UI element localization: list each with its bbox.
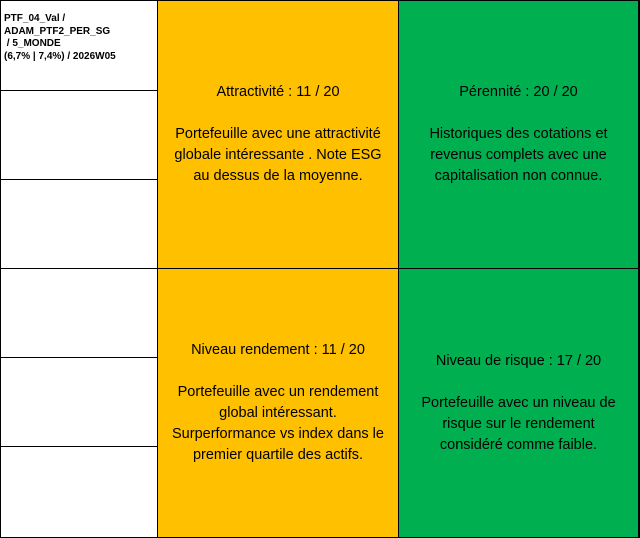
portfolio-header-line-2: ADAM_PTF2_PER_SG [4,25,111,37]
perennite-desc-line-3: capitalisation non connue. [434,168,603,184]
risque-desc-line-2: risque sur le rendement [442,415,595,432]
empty-cell-1 [0,90,158,180]
portfolio-header-cell [0,0,158,91]
perennite-title: Pérennité : 20 / 20 [459,84,578,100]
rendement-desc-line-2: global intéressant. [219,405,337,421]
attractivite-desc-line-3: au dessus de la moyenne. [193,168,363,184]
attractivite-title: Attractivité : 11 / 20 [216,84,340,100]
empty-cell-3 [0,268,158,358]
empty-cell-4 [0,357,158,447]
risque-desc-line-1: Portefeuille avec un niveau de [421,394,616,411]
attractivite-desc-line-1: Portefeuille avec une attractivité [175,126,381,142]
empty-cell-5 [0,446,158,538]
portfolio-header-line-4: (6,7% | 7,4%) / 2026W05 [4,50,116,62]
risque-desc-line-3: considéré comme faible. [439,436,598,453]
risque-score-cell [398,268,640,538]
rendement-desc-line-3: Surperformance vs index dans le [172,426,384,442]
perennite-score-cell [398,0,640,269]
perennite-desc-line-1: Historiques des cotations et [429,126,608,142]
portfolio-header-line-1: PTF_04_Val / [4,13,66,24]
attractivite-score-cell [157,0,399,269]
empty-cell-2 [0,179,158,269]
portfolio-header-line-3: / 5_MONDE [4,38,61,49]
rendement-score-cell [157,268,399,538]
risque-title: Niveau de risque : 17 / 20 [435,352,602,369]
perennite-desc-line-2: revenus complets avec une [430,147,607,163]
rendement-desc-line-1: Portefeuille avec un rendement [177,384,379,400]
attractivite-desc-line-2: globale intéressante . Note ESG [174,147,382,163]
rendement-desc-line-4: premier quartile des actifs. [192,447,364,463]
rendement-title: Niveau rendement : 11 / 20 [191,342,365,358]
